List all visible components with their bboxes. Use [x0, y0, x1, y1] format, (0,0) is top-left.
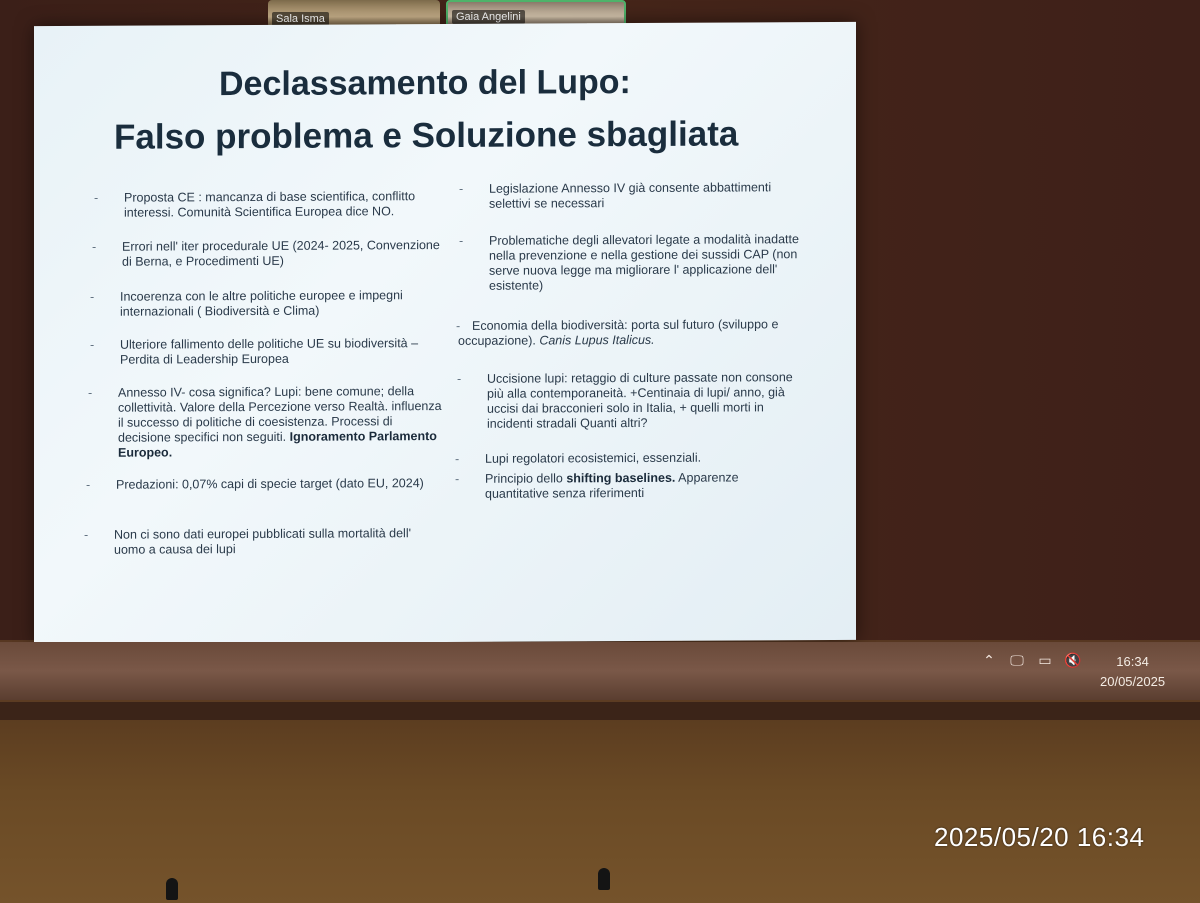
chevron-up-icon[interactable]: ⌃ — [983, 652, 995, 668]
screen-ledge — [0, 702, 1200, 720]
clock-time: 16:34 — [1116, 654, 1149, 669]
left-bullet: - Predazioni: 0,07% capi di specie target (dato EU, 2024) — [86, 476, 424, 492]
right-bullet: - Principio dello shifting baselines. Apparenze quantitative senza riferimenti — [455, 470, 739, 501]
right-bullet: - Economia della biodiversità: porta sul futuro (sviluppo e occupazione). Canis Lupus Italicus. — [456, 317, 779, 348]
network-icon[interactable]: 🖵 — [1010, 652, 1024, 668]
participant-name: Sala Isma — [272, 12, 329, 26]
participant-name: Gaia Angelini — [452, 10, 525, 24]
left-bullet: - Annesso IV- cosa significa? Lupi: bene comune; della collettività. Valore della Percezione verso Realtà. influenza il successo di politiche di coesistenza. Processi di decisione specifici non seguiti. Ignoramento Parlamento Europeo. — [88, 384, 442, 460]
left-bullet: - Proposta CE : mancanza di base scientifica, conflitto interessi. Comunità Scientifica Europea dice NO. — [94, 189, 416, 220]
right-bullet: - Lupi regolatori ecosistemici, essenziali. — [455, 450, 702, 466]
photo-timestamp: 2025/05/20 16:34 — [934, 822, 1145, 852]
left-bullet: - Incoerenza con le altre politiche europee e impegni internazionali ( Biodiversità e Clima) — [90, 288, 403, 319]
microphone — [598, 868, 610, 890]
left-bullet: - Ulteriore fallimento delle politiche UE su biodiversità – Perdita di Leadership Europea — [90, 336, 419, 367]
right-bullet: - Legislazione Annesso IV già consente abbattimenti selettivi se necessari — [459, 180, 772, 211]
system-tray — [980, 652, 1082, 669]
taskbar-clock[interactable] — [1100, 652, 1165, 692]
windows-taskbar — [0, 642, 1200, 700]
slide-title: Declassamento del Lupo: — [219, 63, 631, 104]
slide-subtitle: Falso problema e Soluzione sbagliata — [114, 114, 739, 157]
right-bullet: - Problematiche degli allevatori legate a modalità inadatte nella prevenzione e nella gestione dei sussidi CAP (non serve nuova legge ma migliorare l' applicazione dell' esistente) — [459, 232, 799, 293]
battery-icon[interactable]: ▭ — [1038, 652, 1052, 668]
speaker-muted-icon[interactable]: 🔇 — [1064, 652, 1082, 668]
presentation-slide — [34, 22, 856, 644]
microphone — [166, 878, 178, 900]
left-bullet: - Errori nell' iter procedurale UE (2024- 2025, Convenzione di Berna, e Procedimenti UE) — [92, 238, 440, 269]
clock-date: 20/05/2025 — [1100, 674, 1166, 689]
right-bullet: - Uccisione lupi: retaggio di culture passate non consone più alla contemporaneità. +Centinaia di lupi/ anno, già uccisi dai bracconieri solo in Italia, + quelli morti in incidenti stradali Quanti altri? — [457, 370, 793, 431]
left-bullet: - Non ci sono dati europei pubblicati sulla mortalità dell' uomo a causa dei lupi — [84, 526, 411, 557]
